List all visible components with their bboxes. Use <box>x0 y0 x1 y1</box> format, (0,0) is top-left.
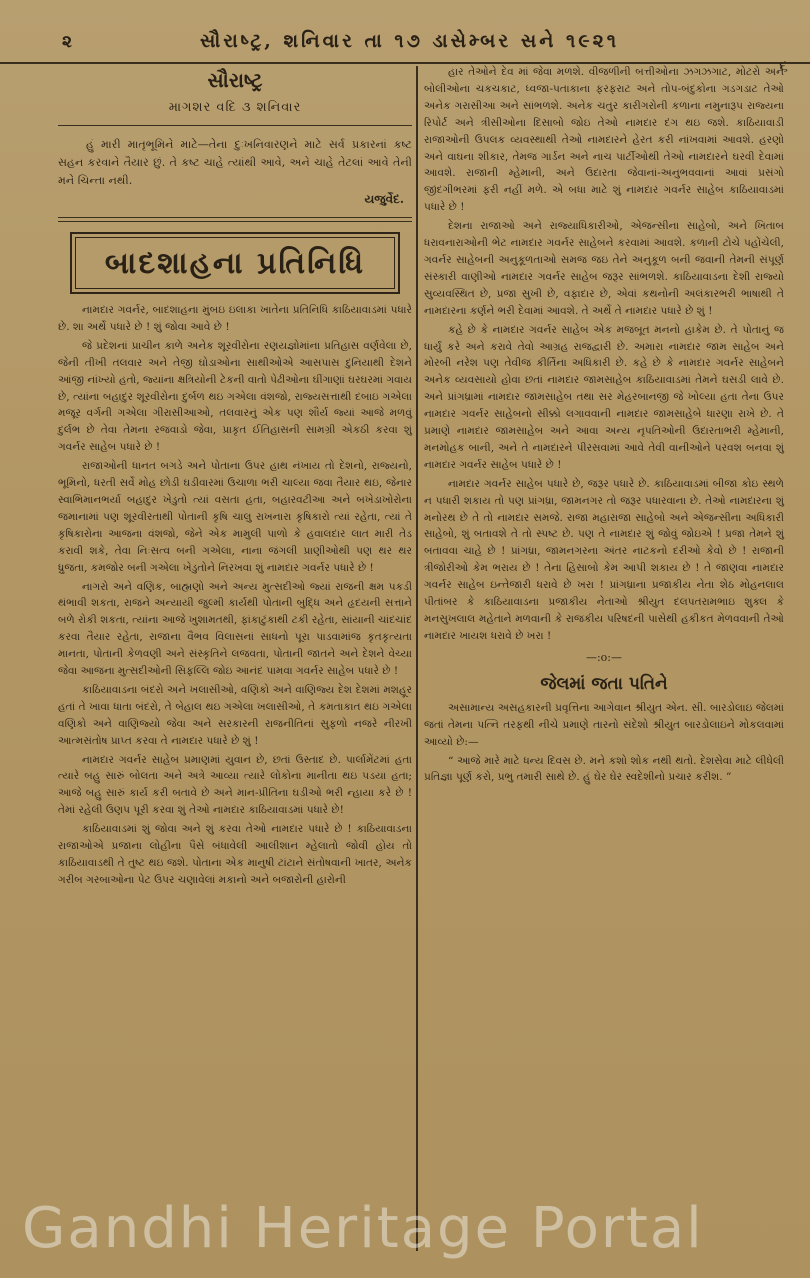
telegram-quote: “ આજે મારે માટે ધન્ય દિવસ છે. મને કશો શોક નથી થતો. દેશસેવા માટે લીધેલી પ્રતિજ્ઞા પૂર્ણ કરો, પ્રભુ તમારી સાથે છે. હું ઘેર ઘેર સ્વદેશીનો પ્રચાર કરીશ. ” <box>424 754 784 784</box>
epigraph-quote: હું મારી માતૃભૂમિને માટે—તેના દુઃખનિવારણને માટે સર્વ પ્રકારનાં કષ્ટ સહન કરવાને તૈયાર છું. તે કષ્ટ ચાહે ત્યાંથી આવે, અને ચાહે તેટલાં આવે તેની મને ચિન્તા નથી. <box>58 138 412 187</box>
watermark: Gandhi Heritage Portal <box>22 1196 704 1261</box>
double-divider <box>58 217 412 222</box>
sub-headline: જેલમાં જતા પતિને <box>540 673 668 694</box>
article-paragraph: દેશના રાજાઓ અને રાજ્યાધિકારીઓ, એજન્સીના સાહેબો, અને ખિતાબ ધરાવનારાઓની ભેટ નામદાર ગવર્નર સાહેબને કરવામાં આવશે. કળાની ટોચે પહોંચેલી, ગવર્નર સાહેબની અનુકૂળતાઓ સમજ જઇ તેને અનુકૂળ બની જવાની તેમની સંપૂર્ણ સંસ્કારી વાણીઓ નામદાર ગવર્નર સાહેબ જરૂર સાંભળશે. કાઠિયાવાડના દેશી રાજ્યો સુવ્યવસ્થિત છે, પ્રજા સુખી છે, વફાદાર છે, એવાં કથનોની અલંકારભરી ભાષાથી તે નામદારના કર્ણને ભરી દેવામાં આવશે. તે અર્થે તે નામદાર પધારે છે શું ! <box>424 220 784 317</box>
right-column <box>424 64 784 788</box>
masthead-subtitle: માગશર વદિ ૩ શનિવાર <box>168 100 302 115</box>
article-paragraph: કાઠિયાવાડના બંદરો અને ખલાસીઓ, વણિકો અને વાણિજ્ય દેશ દેશમાં મશહૂર હતાં તે ખાવા ધાતા બંદરો, તે બેહાલ થઇ ગએલા ખલાસીઓ, તે કમતાકાત થઇ ગએલા વણિકો અને વાણિજ્યો જેવા અને સરકારની રાજનીતિનાં સુફળો નજરે નીરખી આત્મસંતોષ પ્રાપ્ત કરવા તે નામદાર પધારે છે શું ! <box>58 683 412 747</box>
divider <box>58 125 412 126</box>
headline-box <box>70 232 400 294</box>
corner-mark: ૬ <box>779 56 788 75</box>
sub-article-intro: અસામાન્ય અસહકારની પ્રવૃત્તિના આગેવાન શ્રીયુત એન. સી. બારડોલાઇ જેલમાં જતાં તેમના પત્નિ તરફથી નીચે પ્રમાણે તારનો સંદેશો શ્રીયુત બારડોલાઇને મોકલવામાં આવ્યો છે:— <box>424 701 784 748</box>
article-paragraph: નામદાર ગવર્નર સાહેબ પધારે છે, જરૂર પધારે છે. કાઠિયાવાડમાં બીજા કોઇ સ્થળે ન પધારી શકાય તો પણ પ્રાંગધ્રા, જામનગર તો જરૂર પધારવાના છે. તેઓ નામદારના શું મનોરથ છે તે તો નામદાર સમજે. રાજા મહારાજા સાહેબો અને એજન્સીના અધિકારી સાહેબો, શું બતાવશે તે તો સ્પષ્ટ છે. પણ તે નામદાર શું જોવું જોઇએ ! પ્રજા તેમને શું બતાવવા ચાહે છે ! પ્રાંગધ્રા, જામનગરના અંતર નાટકનો દરીઓ કેવો છે ! રાજાની ત્રીજોરીઓ કેમ ભરાય છે ! તેના હિસાબો કેમ આપી શકાય છે ! તે જાણવા નામદાર ગવર્નર સાહેબ ઇન્તેજારી ધરાવે છે ખરા ! પ્રાંગધ્રાના પ્રજાકીય નેતા શેઠ મોહનલાલ પીતાંબર કે કાઠિયાવાડના પ્રજાકીય નેતાઓ શ્રીયુત દલપતરામભાઇ શુક્લ કે મનસુખલાલ મહેતાને મળવાની કે રાજકીય પરિષદની પાસેથી હકીકત મેળવવાની તેઓ નામદાર ખાયશ ધરાવે છે ખરા ! <box>424 477 784 642</box>
article-paragraph: નાગરો અને વણિક, બાહ્મણો અને અન્ય મુત્સદીઓ જ્યાં રાજની ક્ષમ પકડી થંભાવી શકતા, રાજને અન્યાયી જુલ્મી કાર્યથી પોતાની બુદ્ધિ અને હૃદયની સત્તાને બળે રોકી શકતા, ત્યાંના આજે ખુશામતથી, ફાંકાટુંકાથી ટકી રહેતા, સાંયાની ચાંદચાંદ કરવા તૈયાર રહેતા, રાજાના વૈભવ વિલાસનાં સાધનો પૂરા પાડવામાંજ કૃતકૃત્યતા માનતા, પોતાની કેળવણી અને સંસ્કૃતિને લજવતા, પોતાની જાતને અને દેશને વેચ્યા જેવા આજના મુત્સદીઓની સિફલ્લિ જોઇ આનંદ પામવા ગવર્નર સાહેબ પધારે છે ! <box>58 580 412 678</box>
masthead-title: સૌરાષ્ટ્ર <box>207 68 263 92</box>
article-paragraph: કાઠિયાવાડમાં શું જોવા અને શું કરવા તેઓ નામદાર પધારે છે ! કાઠિયાવાડના રાજાઓએ પ્રજાના લોહીના પૈસે બંધાવેલી આલીશાન મ્હેલાતો જોવી હોય તો કાઠિયાવાડથી તે તુષ્ટ થઇ જશે. પોતાના એક માનુષી ટાંટાને સંતોષવાની ખાતર, અનેક ગરીબ ગરબાઓના પેટ ઉપર ચણાવેલાં મકાનો અને બજારોની હારોની <box>58 823 412 886</box>
article-headline: બાદશાહના પ્રતિનિધિ <box>104 245 366 281</box>
header-dateline: સૌરાષ્ટ્ર, શનિવાર તા ૧૭ ડાસેમ્બર સને ૧૯૨૧ <box>200 30 620 52</box>
article-paragraph: રાજાઓની ધાનત બગડે અને પોતાના ઉપર હાથ નંખાય તો દેશનો, રાજ્યનો, ભૂમિનો, ધરતી સર્વે મોહ છોડી ઘડીવારમાં ઉચાળા ભરી ચાલ્યા જવા તૈયાર થઇ, જેનાર સ્વાભિમાનભર્યા બહાદુર ખેડુતો ત્યાં વસતા હતા, બહારવટીઆ અને બખેડાખોરોના જમાનામાં પણ શૂરવીરતાથી પોતાની કૃષિ ચાલુ રાખનારા કૃષિકારો ત્યાં રહેતા, ત્યાં તે કૃષિકારોના આજના વંશજો, જેને એક મામુલી પાળો કે હવાલદાર લાત મારી તેડ કરાવી શકે, તેવા નિઃસત્વ બની ગએલા, નાના જંગલી પ્રાણીઓથી પણ થર થર ધ્રુજતા, કમજોર બની ગએલા ખેડુતોને નિરખવા શું નામદાર ગવર્નર પધારે છે ! <box>58 460 412 574</box>
epigraph-attribution: યજુર્વેદ. <box>364 192 404 206</box>
section-separator: —:o:— <box>585 650 623 664</box>
article-paragraph: હાર તેઓને દેવ માં જેવા મળશે. વીજળીની બત્તીઓના ઝગઝગાટ, મોટરો અને બોલીઓના ચકચકાટ, ધ્વજા-પતાકાના ફરફરાટ અને તોપ-બંદુકોના ગડગડાટ તેઓ અનેક ગરાસીઆ અને સાંભળશે. અનેક ચતુર કારીગરોની કળાના નમુનારૂપ રાજ્યના રિપોર્ટ અને ત્રીસીઓના દિસાબો જોઇ તેઓ નામદાર દંગ થઇ જશે. કાઠિયાવાડી રાજાઓની ઉપલક વ્યવસ્થાથી તેઓ નામદારને હેરત કરી નાંખવામાં આવશે. હરણો અને વાઘના શીકાર, તેમજ ગાર્ડન અને નાચ પાર્ટીઓથી તેઓ નામદારને ઘરવી દેવામાં આવશે. રાજાની મ્હેમાની, અને ઉદારતા જેવાનાં-અનુભવવાનાં આવાં પ્રસંગો જીંદગીભરમાં ફરી નહીં મળે. એ બધા માટે શું નામદાર ગવર્નર સાહેબ કાઠિયાવાડમાં પધારે છે ! <box>424 66 784 214</box>
article-paragraph: નામદાર ગવર્નર, બાદશાહના મુંબઇ ઇલાકા ખાતેના પ્રતિનિધિ કાઠિયાવાડમાં પધારે છે. શા અર્થે પધારે છે ! શું જોવા આવે છે ! <box>58 304 412 333</box>
article-paragraph: નામદાર ગવર્નર સાહેબ પ્રમાણમાં યુવાન છે, છતાં ઉસ્તાદ છે. પાર્લામેંટમાં હતા ત્યારે બહુ સારું બોલતા અને અત્રે આવ્યા ત્યારે લોકોના માનીતા થઇ પડયા હતા; આજે બહુ સારું કાર્ય કરી બતાવે છે અને માન-પ્રીતિના ઘડીઓ ભરી ન્હાયા કરે છે ! તેમાં રહેલી ઉણપ પૂરી કરવા શું તેઓ નામદાર કાઠિયાવાડમાં પધારે છે! <box>58 753 412 817</box>
article-paragraph: જે પ્રદેશનાં પ્રાચીન કાળે અનેક શૂરવીરોના રણયજ્ઞોમાંના પ્રતિહાસ વર્ણવેલા છે, જેની તીખી તલવાર અને તેજી ઘોડાઓના સાથીઓએ આસપાસ દુનિયાથી દેશને આંજી નાંખ્યો હતો, જ્યાંના ક્ષત્રિયોની ટેકની વાતો પેઢીઓના ઘીંગાણાં ઘરઘરમાં ગવાય છે, ત્યાંના બહાદુર શૂરવીરોના દુર્બળ થઇ ગએલા વંશજો, રાજ્યસત્તાથી દબાઇ ગએલા મજૂર વર્ગની ગએલા ગીરાસીઆઓ, તલવારનું એક પણ શૌર્ય જ્યાં આજે મળવું દુર્લભ છે તેવા તેમના રજવાડો જેવા, પ્રાકૃત ઈતિહાસની સામગ્રી એકઠી કરવા શું ગવર્નર સાહેબ પધારે છે ! <box>58 339 412 454</box>
column-divider <box>416 66 418 1251</box>
page-number: ૨ <box>62 32 72 52</box>
masthead <box>58 68 412 115</box>
page-header <box>0 0 810 75</box>
article-paragraph: કહે છે કે નામદાર ગવર્નર સાહેબ એક મજબૂત મનનો હાકેમ છે. તે પોતાનું જ ધાર્યું કરે અને કરાવે તેવો આગ્રહ રાજદ્વારી છે. અમારા નામદાર જામ સાહેબ અને મોરબી નરેશ પણ તેવીજ કીર્તિના અધિકારી છે. કહે છે કે નામદાર ગવર્નર સાહેબને અનેક વ્યવસાયો હોવા છતાં નામદાર જામસાહેબ કાઠિયાવાડમાં તેમને ઘસડી લાવે છે. અને પ્રાંગધ્રામાં નામદાર જામસાહેબ તથા સર મેહરબાનજી જે ખોલ્યા હતા તેના ઉપર નામદાર ગવર્નર સાહેબનો સીક્કો લગાવવાની નામદાર જામસાહેબે ધારણા રાખે છે. તે પ્રમાણે નામદાર જામસાહેબ અને આવા અન્ય નૃપતિઓની ઉદારતાભરી મ્હેમાની, મનમોહક બાની, અને તે નામદારને પીરસવામાં આવે તેવી વાનીઓને પરવશ બનવા શું નામદાર ગવર્નર સાહેબ પધારે છે ! <box>424 323 784 471</box>
left-column <box>58 64 412 891</box>
